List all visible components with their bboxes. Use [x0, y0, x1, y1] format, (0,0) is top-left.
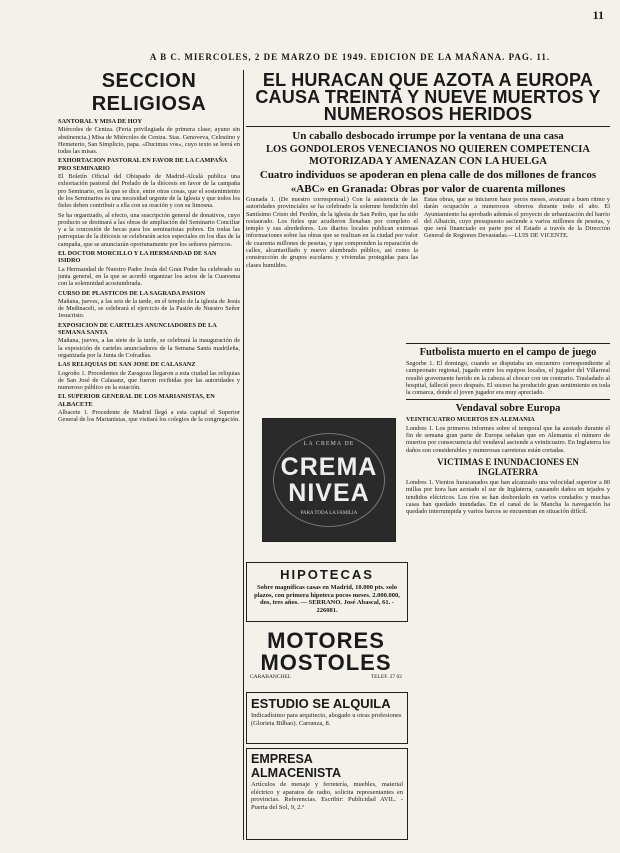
- block-text: Logroño 1. Procedentes de Zaragoza llegaron a esta ciudad las reliquias de San José de Calasanz, que fueron recibidas por las autoridades y numeroso público en la estación.: [58, 369, 240, 392]
- column-divider: [243, 70, 244, 840]
- nivea-line1: CREMA: [280, 453, 378, 481]
- story3-text: Londres 1. Vientos huracanados que han alcanzado una velocidad superior a 80 millas por hora han azotado el sur de Inglaterra, causando daños en tejados y tendidos eléctricos. Los ríos se han desbordado en varios condados y muchas casas han quedado inundadas. En el canal de la Mancha la navegación ha quedado interrumpida y varios barcos se encuentran en situación difícil.: [406, 478, 610, 516]
- block-heading: CURSO DE PLASTICOS DE LA SAGRADA PASION: [58, 289, 206, 297]
- block-heading: LAS RELIQUIAS DE SAN JOSE DE CALASANZ: [58, 361, 196, 369]
- story2-sub: VEINTICUATRO MUERTOS EN ALEMANIA: [406, 416, 535, 424]
- block-heading: EL SUPERIOR GENERAL DE LOS MARIANISTAS, EN ALBACETE: [58, 393, 215, 408]
- block-text: Se ha organizado, al efecto, una suscripción general de donativos, cuyo producto se destinará a las obras de ampliación del Seminario Conciliar y a la concesión de becas para los seminaristas pobres. En todas las parroquias de la diócesis se celebrarán actos especiales en los días de la campaña, que se anunciarán oportunamente por los señores párrocos.: [58, 211, 240, 248]
- block-text: Mañana, jueves, a las seis de la tarde, en el templo de la iglesia de Jesús de Medinaceli, se celebrará el ejercicio de la Pasión de Nuestro Señor Jesucristo.: [58, 297, 240, 320]
- block-heading: EL DOCTOR MORCILLO Y LA HERMANDAD DE SAN ISIDRO: [58, 250, 217, 265]
- deck-2: LOS GONDOLEROS VENECIANOS NO QUIEREN COMPETENCIA MOTORIZADA Y AMENAZAN CON LA HUELGA: [266, 144, 590, 167]
- deck-1: Un caballo desbocado irrumpe por la ventana de una casa: [292, 130, 564, 142]
- rule: [246, 126, 610, 127]
- story2-title: Vendaval sobre Europa: [455, 403, 561, 415]
- headline-1: EL HURACAN QUE AZOTA A EUROPA: [262, 70, 594, 90]
- block-heading: EXPOSICION DE CARTELES ANUNCIADORES DE LA SEMANA SANTA: [58, 321, 217, 337]
- story3-title: VICTIMAS E INUNDACIONES EN INGLATERRA: [437, 456, 579, 477]
- right-column: [406, 340, 610, 840]
- block-text: El Boletín Oficial del Obispado de Madrid-Alcalá publica una exhortación pastoral del Prelado de la diócesis en favor de la campaña pro Seminario, en la que se dice, entre otras cosas, que el sostenimiento de los Seminarios es una necesidad urgente de la Iglesia y que todos los fieles deben contribuir a ella con su oración y con su limosna.: [58, 173, 240, 210]
- section-title: SECCION RELIGIOSA: [91, 70, 207, 115]
- story2-text: Londres 1. Los primeros informes sobre el temporal que ha azotado durante el fin de semana gran parte de Europa señalan que en Alemania el número de muertos por consecuencia del vendaval asciende a veinticuatro. En Inglaterra los daños son considerables y numerosas carreteras están cortadas.: [406, 424, 610, 454]
- ad-crema-nivea: LA CREMA DE CREMA NIVEA PARA TODA LA FAMILIA: [262, 418, 396, 542]
- story-col-b: Estas obras, que se iniciaron hace pocos meses, avanzan a buen ritmo y darán ocupación a numerosos obreros durante todo el año. El Ayuntamiento ha aprobado además el proyecto de urbanización del barrio del Albaicín, cuyo presupuesto asciende a varios millones de pesetas, y que será financiado en parte por el Estado a través de la Dirección General de Regiones Devastadas.—LUIS DE VICENTE.: [424, 196, 610, 240]
- block-heading: EXHORTACION PASTORAL EN FAVOR DE LA CAMPAÑA PRO SEMINARIO: [58, 157, 227, 172]
- ad-estudio: ESTUDIO SE ALQUILA Indicadísimo para arquitecto, abogado u otras profesiones (Glorieta Bilbao). Carranza, 8.: [246, 692, 408, 744]
- headline-2: CAUSA TREINTA Y NUEVE MUERTOS Y NUMEROSOS HERIDOS: [255, 87, 601, 124]
- left-blocks: [58, 118, 240, 424]
- nivea-line2: NIVEA: [288, 479, 370, 507]
- block-text: La Hermandad de Nuestro Padre Jesús del Gran Poder ha celebrado su junta general, en la que se acordó organizar los actos de la Cuaresma con la solemnidad acostumbrada.: [58, 265, 240, 288]
- block-text: Albacete 1. Procedente de Madrid llegó a esta capital el Superior General de los Marianistas, que visitará los colegios de la congregación.: [58, 408, 240, 424]
- block-text: Miércoles de Ceniza. (Feria privilegiada de primera clase; ayuno sin abstinencia.) Misa de Miércoles de Ceniza. Stas. Genoveva, Celestino y Hemeterio, San Simplicio, papa. «Ducimus vos», cuyo texto se leerá en todas las misas.: [58, 126, 240, 156]
- block-text: Mañana, jueves, a las siete de la tarde, se celebrará la inauguración de la exposición de carteles anunciadores de la Semana Santa madrileña, organizada por la Junta de Cofradías.: [58, 337, 240, 359]
- deck-3: Cuatro individuos se apoderan en plena calle de dos millones de francos: [259, 169, 597, 181]
- ad-hipotecas: HIPOTECAS Sobre magníficas casas en Madrid, 10.000 pts. solo plazos, con primera hipoteca pocos meses. 2.000.000, dos, tres años. — SERRANO. José Abascal, 61. - 226081.: [246, 562, 408, 622]
- page-number: 11: [592, 8, 604, 22]
- running-head: A B C. MIERCOLES, 2 DE MARZO DE 1949. EDICION DE LA MAÑANA. PAG. 11.: [149, 52, 551, 62]
- left-column: [58, 70, 240, 840]
- main-headline: [246, 72, 610, 195]
- story1-text: Segorbe 1. El domingo, cuando se disputaba un encuentro correspondiente al campeonato regional, jugado entre los equipos locales, el jugador del Villarreal resultó gravemente herido en la cabeza al chocar con un contrario. Trasladado al hospital, falleció poco después. El suceso ha producido gran sentimiento en toda la comarca, donde el joven jugador era muy apreciado.: [406, 360, 610, 397]
- deck-4: «ABC» en Granada: Obras por valor de cuarenta millones: [290, 183, 566, 195]
- ad-empresa: EMPRESA ALMACENISTA Artículos de menaje y ferretería, muebles, material eléctrico y aparatos de radio, solicita representantes en provincias. Referencias. Escribir: Publicidad AVIL. - Puerta del Sol, 9, 2.º: [246, 748, 408, 840]
- block-heading: SANTORAL Y MISA DE HOY: [58, 118, 143, 125]
- ad-motores: MOTORES MOSTOLES CARABANCHEL TELEF. 27 02: [246, 630, 406, 684]
- story1-title: Futbolista muerto en el campo de juego: [419, 347, 597, 358]
- story-col-a: Granada 1. (De nuestro corresponsal.) Con la asistencia de las autoridades provinciales se ha celebrado la solemne bendición del Santísimo Cristo del Perdón, de la iglesia de San Pedro, que ha sido restaurado. Los fieles que acudieron llenaban por completo el templo y sus alrededores. Los diarios locales publican extensas informaciones sobre las obras que se realizan en la ciudad por valor de cuarenta millones de pesetas, y que comprenden la reparación de calles, alcantarillado y nuevo alumbrado público, así como la construcción de grupos escolares y viviendas protegidas para las clases humildes.: [246, 196, 418, 269]
